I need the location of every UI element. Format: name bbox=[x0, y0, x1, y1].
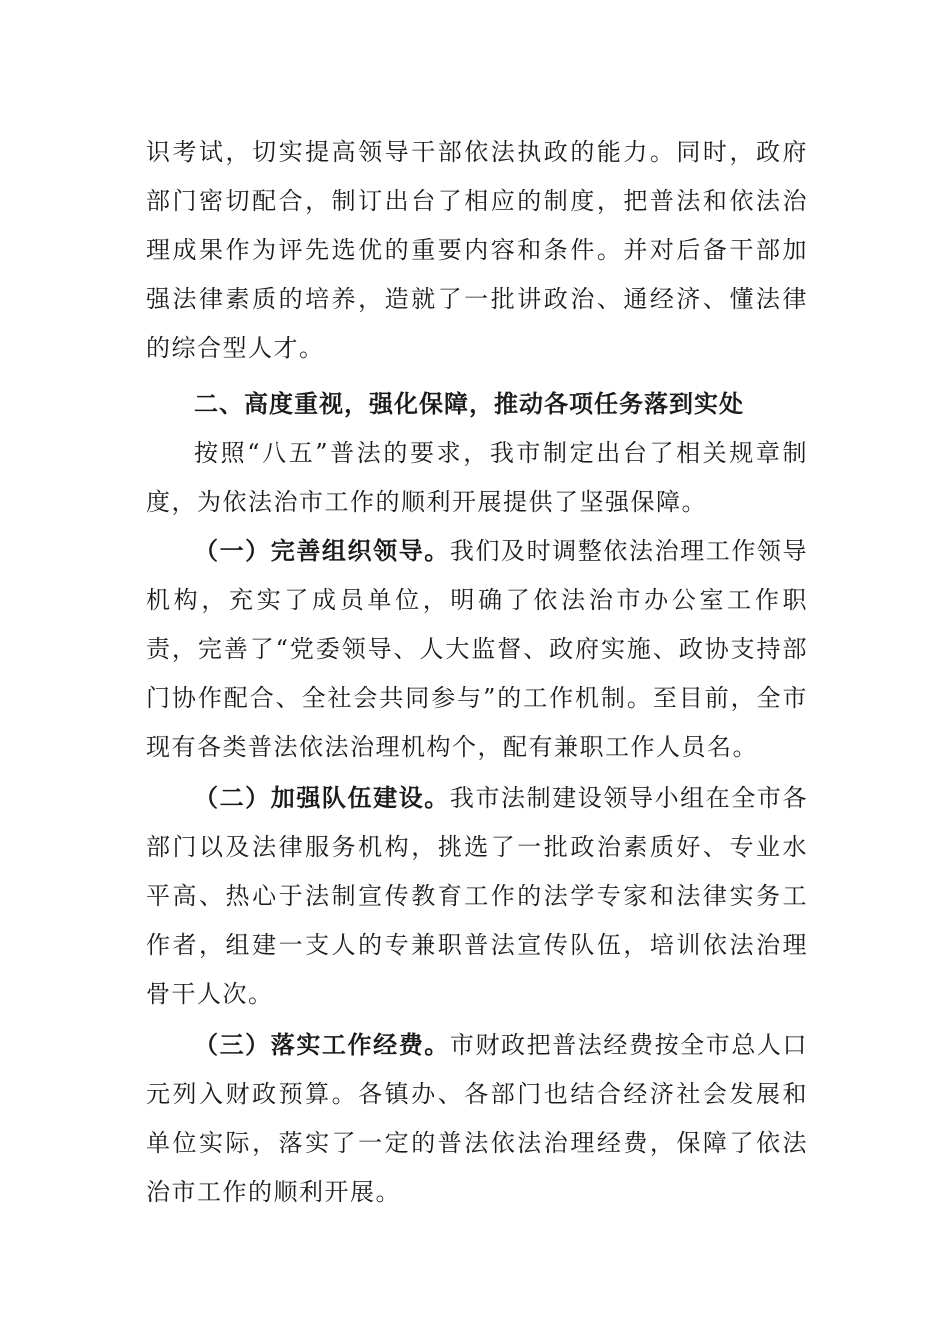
paragraph-funding bbox=[146, 1021, 808, 1217]
paragraph-organization-body: 我们及时调整依法治理工作领导机构，充实了成员单位，明确了依法治市办公室工作职责，完善了“党委领导、人大监督、政府实施、政协支持部门协作配合、全社会共同参与”的工作机制。至目前，全市现有各类普法依法治理机构个，配有兼职工作人员名。 bbox=[146, 537, 809, 761]
paragraph-continuation: 识考试，切实提高领导干部依法执政的能力。同时，政府部门密切配合，制订出台了相应的制度，把普法和依法治理成果作为评先选优的重要内容和条件。并对后备干部加强法律素质的培养，造就了一批讲政治、通经济、懂法律的综合型人才。 bbox=[146, 138, 808, 362]
paragraph-team-body: 我市法制建设领导小组在全市各部门以及法律服务机构，挑选了一批政治素质好、专业水平高、热心于法制宣传教育工作的法学专家和法律实务工作者，组建一支人的专兼职普法宣传队伍，培训依法治理骨干人次。 bbox=[146, 784, 809, 1008]
subsection-title-funding: （三）落实工作经费。 bbox=[194, 1031, 450, 1059]
paragraph-organization bbox=[146, 527, 808, 772]
subsection-title-organization: （一）完善组织领导。 bbox=[194, 537, 450, 565]
paragraph-team bbox=[146, 774, 808, 1019]
paragraph-intro: 按照“八五”普法的要求，我市制定出台了相关规章制度，为依法治市工作的顺利开展提供了坚强保障。 bbox=[146, 439, 808, 516]
subsection-title-team: （二）加强队伍建设。 bbox=[194, 784, 450, 812]
paragraph-funding-body: 市财政把普法经费按全市总人口元列入财政预算。各镇办、各部门也结合经济社会发展和单位实际，落实了一定的普法依法治理经费，保障了依法治市工作的顺利开展。 bbox=[146, 1031, 809, 1206]
section-heading: 二、高度重视，强化保障，推动各项任务落到实处 bbox=[194, 390, 744, 418]
